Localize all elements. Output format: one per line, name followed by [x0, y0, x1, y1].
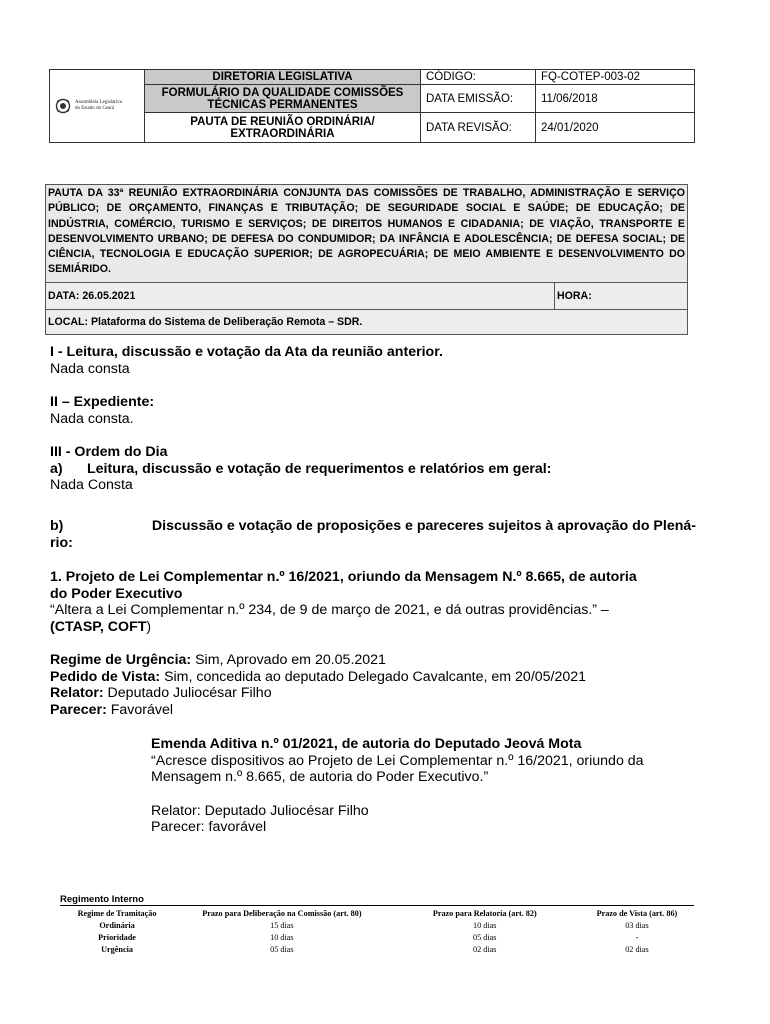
section-3: [50, 444, 696, 494]
regimento-header: Prazo para Deliberação na Comissão (art. 80): [174, 906, 390, 921]
emissao-value: 11/06/2018: [536, 85, 695, 113]
section-2-text: Nada consta.: [50, 410, 134, 427]
item-1-title-line2: do Poder Executivo: [50, 585, 183, 602]
table-row: Prioridade 10 dias 05 dias -: [98, 933, 639, 942]
header-pauta-title: PAUTA DE REUNIÃO ORDINÁRIA/ EXTRAORDINÁRIA: [145, 113, 421, 143]
section-3a-heading: Leitura, discussão e votação de requerimentos e relatórios em geral:: [87, 460, 552, 477]
logo-text-line2: do Estado do Ceará: [75, 106, 115, 111]
section-2: [50, 394, 696, 427]
item-1-description: “Altera a Lei Complementar n.º 234, de 9 de março de 2021, e dá outras providências.” –: [50, 602, 609, 618]
document-header: [49, 69, 695, 143]
regimento-table: [60, 905, 694, 956]
section-1: [50, 344, 696, 377]
section-3a-marker: a): [50, 460, 63, 477]
emenda-text-line1: “Acresce dispositivos ao Projeto de Lei Complementar n.º 16/2021, oriundo da: [151, 752, 644, 769]
regimento-header: Regime de Tramitação: [60, 906, 174, 921]
section-3a-text: Nada Consta: [50, 477, 133, 493]
meeting-time: HORA:: [557, 289, 592, 302]
regimento-title: Regimento Interno: [60, 894, 144, 905]
emenda-block: [151, 736, 696, 836]
item-1-parecer: Parecer: Favorável: [50, 701, 174, 718]
emenda-relator: Relator: Deputado Juliocésar Filho: [151, 802, 369, 819]
meeting-date: DATA: 26.05.2021: [46, 283, 555, 309]
section-3-title: III - Ordem do Dia: [50, 444, 168, 460]
section-2-title: II – Expediente:: [50, 394, 155, 410]
regimento-header: Prazo para Relatoria (art. 82): [390, 906, 580, 921]
emissao-label: DATA EMISSÃO:: [421, 85, 536, 113]
item-1-relator: Relator: Deputado Juliocésar Filho: [50, 685, 272, 701]
pauta-title: PAUTA DA 33ª REUNIÃO EXTRAORDINÁRIA CONJUNTA DAS COMISSÕES DE TRABALHO, ADMINISTRAÇÃO E SERVIÇO PÚBLICO; DE ORÇAMENTO, FINANÇAS E TRIBUTAÇÃO; DE SEGURIDADE SOCIAL E SAÚDE; DE EDUCAÇÃO; DE INDÚSTRIA, COMÉRCIO, TURISMO E SERVIÇOS; DE DIREITOS HUMANOS E CIDADANIA; DE VIAÇÃO, TRANSPORTE E DESENVOLVIMENTO URBANO; DE DEFESA DO CONDUMIDOR; DA INFÂNCIA E ADOLESCÊNCIA; DE DEFESA SOCIAL; DE CIÊNCIA, TECNOLOGIA E EDUCAÇÃO SUPERIOR; DE AGROPECUÁRIA; DE MEIO AMBIENTE E DESENVOLVIMENTO DO SEMIÁRIDO.: [46, 185, 687, 282]
emenda-text-line2: Mensagem n.º 8.665, de autoria do Poder Executivo.”: [151, 769, 489, 785]
revisao-value: 24/01/2020: [536, 113, 695, 143]
meeting-location: LOCAL: Plataforma do Sistema de Deliberação Remota – SDR.: [46, 309, 687, 334]
item-1: [50, 569, 696, 635]
regimento-header: Prazo de Vista (art. 86): [580, 906, 694, 921]
codigo-label: CÓDIGO:: [421, 70, 536, 85]
item-1-committees: (CTASP, COFT): [50, 618, 152, 635]
date-row: [46, 282, 687, 309]
section-3b-heading-line1: Discussão e votação de proposições e pareceres sujeitos à aprovação do Plená-: [151, 518, 696, 534]
item-1-details: [50, 652, 696, 718]
table-row: Urgência 05 dias 02 dias 02 dias: [101, 945, 649, 954]
table-row: Ordinária 15 dias 10 dias 03 dias: [99, 921, 649, 930]
section-3a-title: [50, 461, 696, 478]
section-1-title: I - Leitura, discussão e votação da Ata da reunião anterior.: [50, 344, 443, 360]
regime-urgencia: Regime de Urgência: Sim, Aprovado em 20.05.2021: [50, 652, 386, 668]
logo-text-line1: Assembleia Legislativa: [75, 100, 122, 105]
emenda-title: Emenda Aditiva n.º 01/2021, de autoria do Deputado Jeová Mota: [151, 736, 582, 752]
emenda-parecer: Parecer: favorável: [151, 819, 267, 835]
section-3b: [50, 518, 696, 551]
revisao-label: DATA REVISÃO:: [421, 113, 536, 143]
coat-of-arms-icon: [55, 98, 71, 114]
section-3b-heading-line2: rio:: [50, 534, 73, 551]
header-directorate: DIRETORIA LEGISLATIVA: [145, 70, 421, 85]
section-1-text: Nada consta: [50, 360, 130, 377]
regimento-interno: [60, 894, 694, 956]
codigo-value: FQ-COTEP-003-02: [536, 70, 695, 85]
logo-cell: [50, 70, 145, 143]
item-1-title-line1: 1. Projeto de Lei Complementar n.º 16/2021, oriundo da Mensagem N.º 8.665, de autoria: [50, 569, 637, 585]
pauta-box: [45, 184, 688, 335]
pedido-vista: Pedido de Vista: Sim, concedida ao deputado Delegado Cavalcante, em 20/05/2021: [50, 668, 587, 685]
section-3b-marker: b): [50, 518, 64, 534]
header-form-title: FORMULÁRIO DA QUALIDADE COMISSÕES TÉCNICAS PERMANENTES: [145, 85, 421, 113]
